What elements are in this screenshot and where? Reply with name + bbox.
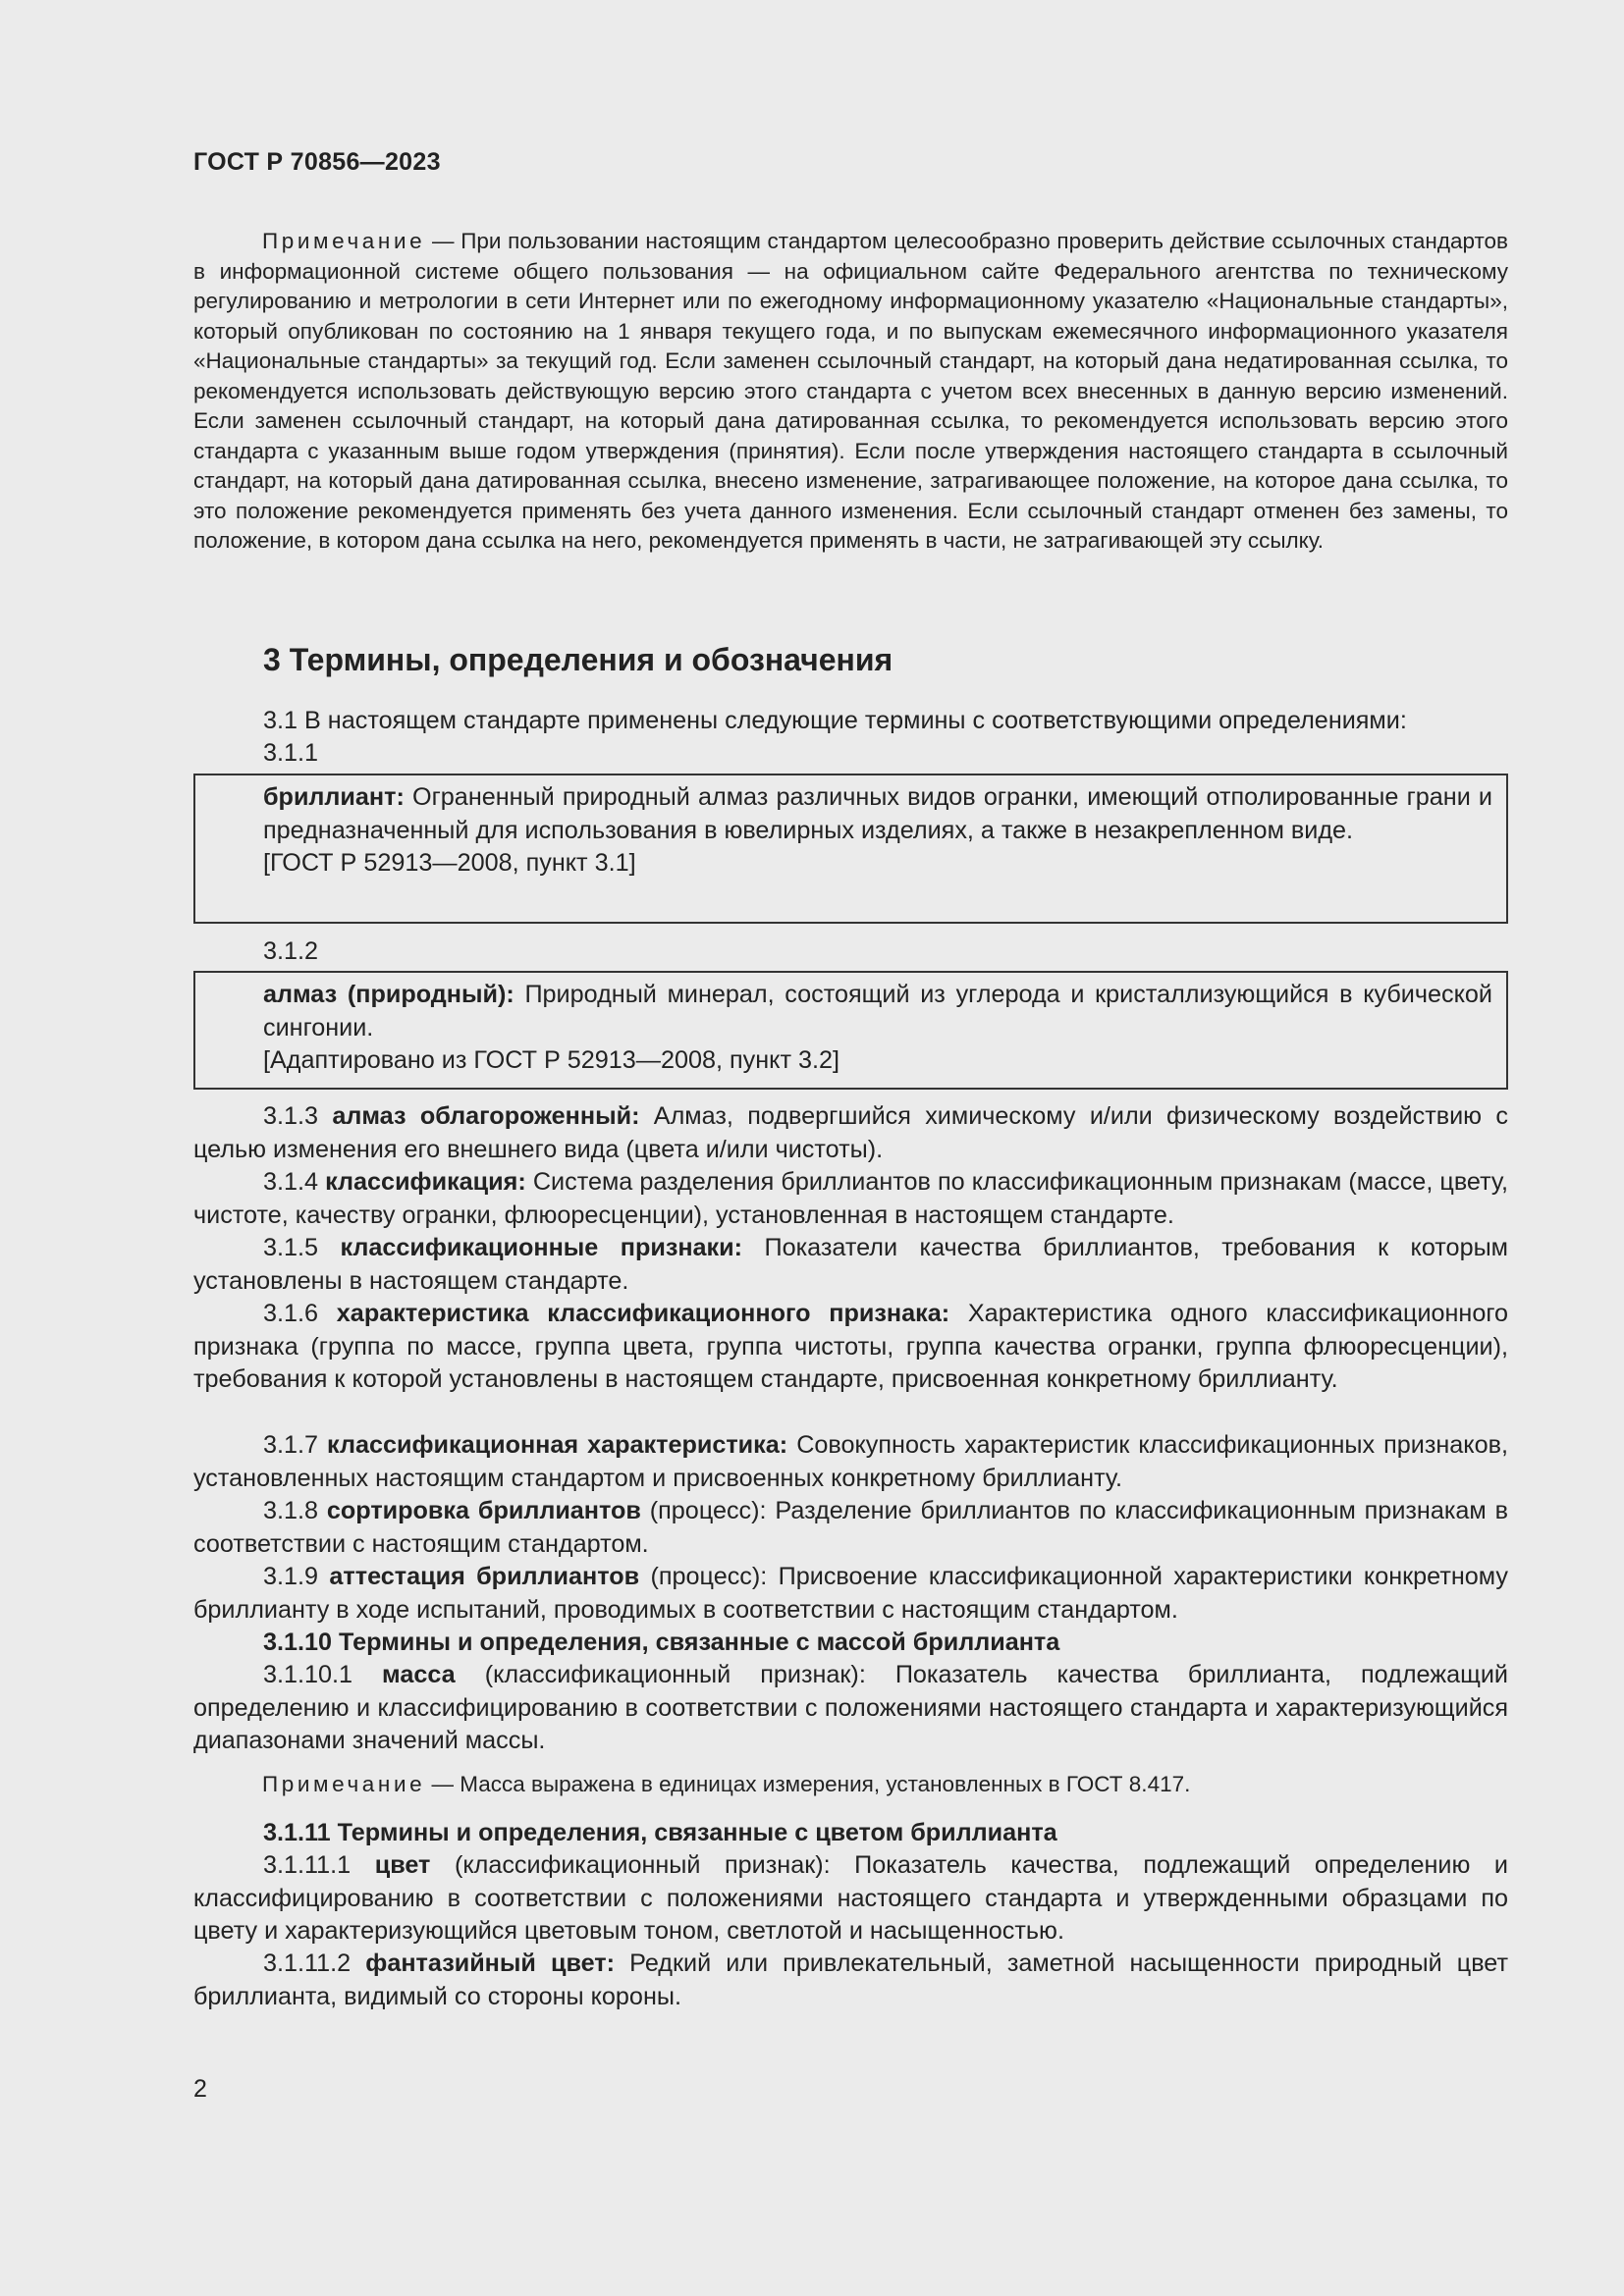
term-3-1-7: [193, 1429, 1508, 1495]
term-definition: Показатели качества бриллиантов, требования к которым установлены в настоящем стандарте.: [193, 1234, 1508, 1295]
page-number: 2: [193, 2075, 207, 2103]
term-source: [Адаптировано из ГОСТ Р 52913—2008, пункт 3.2]: [263, 1046, 839, 1074]
term-3-1-6: [193, 1298, 1508, 1397]
term-number: 3.1.11.1: [263, 1851, 375, 1879]
term-3-1-11-1: [193, 1849, 1508, 1949]
term-number: 3.1.5: [263, 1234, 341, 1261]
term-number: 3.1.9: [263, 1563, 330, 1590]
term-box-3-1-2: [193, 971, 1508, 1090]
note-label: Примечание: [262, 1772, 426, 1796]
term-name: характеристика классификационного признака:: [336, 1300, 950, 1327]
subsection-heading-3-1-11: 3.1.11 Термины и определения, связанные с цветом бриллианта: [263, 1819, 1057, 1846]
term-3-1-5: [193, 1232, 1508, 1298]
term-number-3-1-2: 3.1.2: [263, 937, 319, 965]
term-definition: (процесс): Присвоение классификационной характеристики конкретному бриллианту в ходе испытаний, проводимых в соответствии с настоящим стандартом.: [193, 1563, 1508, 1624]
term-3-1-10-1: [193, 1659, 1508, 1758]
term-name: классификационная характеристика:: [327, 1431, 788, 1459]
note-text: При пользовании настоящим стандартом целесообразно проверить действие ссылочных стандартов в информационной системе общего пользования — на официальном сайте Федерального агентства по техническому регулированию и метрологии в сети Интернет или по ежегодному информационному указателю «Национальные стандарты», который опубликован по состоянию на 1 января текущего года, и по выпускам ежемесячного информационного указателя «Национальные стандарты» за текущий год. Если заменен ссылочный стандарт, на который дана недатированная ссылка, то рекомендуется использовать действующую версию этого стандарта с учетом всех внесенных в данную версию изменений. Если заменен ссылочный стандарт, на который дана датированная ссылка, то рекомендуется использовать версию этого стандарта с указанным выше годом утверждения (принятия). Если после утверждения настоящего стандарта в ссылочный стандарт, на который дана датированная ссылка, внесено изменение, затрагивающее положение, на которое дана ссылка, то это положение рекомендуется применять без учета данного изменения. Если ссылочный стандарт отменен без замены, то положение, в котором дана ссылка на него, рекомендуется применять в части, не затрагивающей эту ссылку.: [193, 229, 1508, 553]
term-3-1-4: [193, 1166, 1508, 1232]
note-dash: —: [425, 1772, 460, 1796]
term-definition: Характеристика одного классификационного признака (группа по массе, группа цвета, группа чистоты, группа качества огранки, группа флюоресценции), требования к которой установлены в настоящем стандарте, присвоенная конкретному бриллианту.: [193, 1300, 1508, 1393]
term-number: 3.1.6: [263, 1300, 337, 1327]
term-3-1-3: [193, 1100, 1508, 1166]
term-number: 3.1.10.1: [263, 1661, 383, 1688]
term-source: [ГОСТ Р 52913—2008, пункт 3.1]: [263, 849, 636, 877]
note-mass: [193, 1770, 1508, 1800]
term-3-1-8: [193, 1495, 1508, 1561]
term-definition: (классификационный признак): Показатель качества, подлежащий определению и классифицированию в соответствии с положениями настоящего стандарта и утвержденными образцами по цвету и характеризующийся цветовым тоном, светлотой и насыщенностью.: [193, 1851, 1508, 1945]
term-3-1-9: [193, 1561, 1508, 1627]
term-name: фантазийный цвет:: [365, 1949, 616, 1977]
term-name: масса: [382, 1661, 456, 1688]
term-definition: Совокупность характеристик классификационных признаков, установленных настоящим стандартом и присвоенных конкретному бриллианту.: [193, 1431, 1508, 1492]
term-name: алмаз (природный):: [263, 981, 514, 1008]
term-definition: Ограненный природный алмаз различных видов огранки, имеющий отполированные грани и предназначенный для использования в ювелирных изделиях, а также в незакрепленном виде.: [263, 783, 1492, 844]
note-references: [193, 227, 1508, 557]
term-definition: Система разделения бриллиантов по классификационным признакам (массе, цвету, чистоте, качеству огранки, флюоресценции), установленная в настоящем стандарте.: [193, 1168, 1508, 1229]
term-name: классификация:: [325, 1168, 526, 1196]
term-number: 3.1.3: [263, 1102, 333, 1130]
term-definition: (классификационный признак): Показатель качества бриллианта, подлежащий определению и классифицированию в соответствии с положениями настоящего стандарта и характеризующийся диапазонами значений массы.: [193, 1661, 1508, 1754]
term-number: 3.1.11.2: [263, 1949, 366, 1977]
term-definition: (процесс): Разделение бриллиантов по классификационным признакам в соответствии с настоящим стандартом.: [193, 1497, 1508, 1558]
note-text: Масса выражена в единицах измерения, установленных в ГОСТ 8.417.: [460, 1772, 1191, 1796]
term-name: алмаз облагороженный:: [332, 1102, 640, 1130]
term-name: аттестация бриллиантов: [329, 1563, 640, 1590]
term-definition: Редкий или привлекательный, заметной насыщенности природный цвет бриллианта, видимый со стороны короны.: [193, 1949, 1509, 2010]
section-intro: 3.1 В настоящем стандарте применены следующие термины с соответствующими определениями:: [263, 707, 1407, 734]
term-number: 3.1.8: [263, 1497, 327, 1524]
term-box-3-1-1: [193, 774, 1508, 924]
term-name: бриллиант:: [263, 783, 405, 811]
term-name: классификационные признаки:: [340, 1234, 743, 1261]
note-dash: —: [425, 229, 461, 253]
document-header: ГОСТ Р 70856—2023: [193, 148, 441, 176]
term-number: 3.1.4: [263, 1168, 326, 1196]
term-name: сортировка бриллиантов: [326, 1497, 641, 1524]
note-label: Примечание: [262, 229, 426, 253]
term-name: цвет: [374, 1851, 431, 1879]
term-number: 3.1.7: [263, 1431, 328, 1459]
subsection-heading-3-1-10: 3.1.10 Термины и определения, связанные с массой бриллианта: [263, 1629, 1060, 1656]
term-definition: Природный минерал, состоящий из углерода и кристаллизующийся в кубической сингонии.: [263, 981, 1492, 1041]
term-3-1-11-2: [193, 1948, 1508, 2013]
term-number-3-1-1: 3.1.1: [263, 739, 319, 767]
term-definition: Алмаз, подвергшийся химическому и/или физическому воздействию с целью изменения его внешнего вида (цвета и/или чистоты).: [193, 1102, 1508, 1163]
section-title: 3 Термины, определения и обозначения: [263, 642, 893, 677]
